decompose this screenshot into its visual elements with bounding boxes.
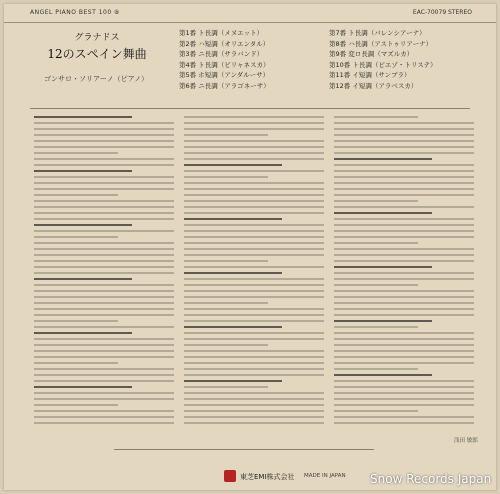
- text-line: [334, 152, 474, 154]
- text-line: [184, 212, 324, 214]
- text-line: [34, 206, 174, 208]
- text-line: [184, 422, 324, 424]
- text-line: [34, 344, 174, 346]
- track-item: 第10番 ト長調（ピエゾ・トリステ）: [329, 60, 437, 69]
- text-line: [34, 176, 174, 178]
- text-line: [184, 392, 324, 394]
- text-line: [334, 422, 474, 424]
- track-item: 第3番 ニ長調（サラバンド）: [179, 50, 264, 58]
- text-line: [334, 386, 474, 388]
- performer-name: ゴンサロ・ソリアーノ（ピアノ）: [44, 75, 149, 83]
- text-line: [184, 116, 324, 118]
- text-line: [184, 158, 324, 160]
- text-line: [334, 116, 418, 118]
- text-line: [184, 260, 268, 262]
- text-line: [184, 308, 324, 310]
- text-line: [184, 356, 324, 358]
- text-line: [184, 362, 324, 364]
- text-line: [184, 398, 324, 400]
- text-line: [34, 218, 174, 220]
- text-line: [184, 170, 324, 172]
- text-line: [184, 284, 324, 286]
- text-line: [34, 296, 174, 298]
- notes-column-3: [334, 116, 474, 436]
- track-item: 第2番 ハ短調（オリエンタル）: [179, 39, 270, 48]
- text-line: [184, 410, 324, 412]
- text-line: [184, 146, 324, 148]
- text-line: [34, 116, 132, 118]
- text-line: [34, 266, 174, 268]
- text-line: [334, 140, 474, 142]
- text-line: [184, 296, 324, 298]
- text-line: [334, 284, 418, 286]
- text-line: [334, 404, 474, 406]
- text-line: [34, 392, 174, 394]
- text-line: [184, 332, 324, 334]
- text-line: [184, 236, 324, 238]
- text-line: [334, 416, 474, 418]
- text-line: [334, 410, 418, 412]
- text-line: [34, 164, 174, 166]
- text-line: [34, 146, 174, 148]
- text-line: [34, 200, 174, 202]
- text-line: [184, 290, 324, 292]
- text-line: [184, 152, 324, 154]
- text-line: [334, 194, 474, 196]
- track-item: 第11番 イ短調（サンブラ）: [329, 71, 411, 79]
- text-line: [34, 374, 174, 376]
- text-line: [334, 242, 418, 244]
- text-line: [334, 164, 474, 166]
- text-line: [34, 350, 174, 352]
- text-line: [34, 326, 174, 328]
- text-line: [334, 272, 474, 274]
- watermark: Snow Records Japan: [370, 472, 492, 486]
- text-line: [184, 182, 324, 184]
- text-line: [34, 362, 118, 364]
- footer-divider: [114, 449, 374, 450]
- text-line: [334, 206, 474, 208]
- text-line: [34, 134, 174, 136]
- text-line: [184, 350, 324, 352]
- track-item: 第5番 ホ短調（アンダルーサ）: [179, 71, 270, 79]
- text-line: [334, 308, 474, 310]
- text-line: [34, 284, 174, 286]
- text-line: [184, 224, 324, 226]
- made-in-label: MADE IN JAPAN: [304, 473, 346, 479]
- text-line: [334, 302, 474, 304]
- text-line: [334, 344, 474, 346]
- track-item: 第9番 変ロ長調（マズルカ）: [329, 50, 414, 58]
- text-line: [334, 260, 474, 262]
- text-line: [34, 254, 174, 256]
- text-line: [184, 326, 282, 328]
- track-item: 第1番 ト長調（メヌエット）: [179, 29, 264, 37]
- text-line: [184, 386, 268, 388]
- text-line: [34, 410, 174, 412]
- text-line: [34, 140, 174, 142]
- text-line: [334, 146, 474, 148]
- composer-name: グラナドス: [74, 33, 120, 43]
- text-line: [34, 416, 174, 418]
- text-line: [184, 374, 324, 376]
- text-line: [184, 122, 324, 124]
- text-line: [34, 320, 118, 322]
- text-line: [34, 122, 174, 124]
- text-line: [34, 212, 174, 214]
- track-item: 第7番 ト長調（バレンシアーナ）: [329, 29, 426, 37]
- text-line: [184, 416, 324, 418]
- text-line: [334, 380, 474, 382]
- notes-author: 浅田 敏郎: [454, 438, 478, 444]
- text-line: [34, 170, 132, 172]
- text-line: [34, 128, 174, 130]
- text-line: [184, 302, 268, 304]
- text-line: [184, 338, 324, 340]
- text-line: [34, 278, 132, 280]
- text-line: [334, 266, 432, 268]
- text-line: [184, 266, 324, 268]
- text-line: [334, 398, 474, 400]
- text-line: [34, 248, 174, 250]
- track-item: 第4番 ト長調（ビリャネスカ）: [179, 60, 270, 69]
- text-line: [334, 236, 474, 238]
- header-bar: [4, 4, 496, 23]
- text-line: [184, 314, 324, 316]
- text-line: [34, 236, 118, 238]
- text-line: [184, 194, 324, 196]
- text-line: [334, 170, 474, 172]
- text-line: [334, 392, 474, 394]
- text-line: [184, 200, 324, 202]
- text-line: [184, 242, 324, 244]
- text-line: [334, 356, 474, 358]
- text-line: [34, 230, 174, 232]
- notes-column-1: [34, 116, 174, 436]
- text-line: [334, 332, 474, 334]
- text-line: [34, 242, 174, 244]
- text-line: [34, 368, 174, 370]
- text-line: [334, 350, 474, 352]
- text-line: [334, 128, 474, 130]
- track-item: 第12番 イ短調（アラベスカ）: [329, 81, 418, 90]
- text-line: [184, 206, 324, 208]
- text-line: [34, 182, 174, 184]
- text-line: [184, 344, 268, 346]
- text-line: [334, 200, 418, 202]
- text-line: [184, 254, 324, 256]
- track-item: 第8番 ハ長調（アストゥリアーナ）: [329, 39, 433, 48]
- album-title: 12のスペイン舞曲: [47, 47, 147, 61]
- text-line: [34, 224, 132, 226]
- text-line: [184, 248, 324, 250]
- series-label: ANGEL PIANO BEST 100 ⑧: [30, 9, 120, 16]
- text-line: [184, 218, 282, 220]
- text-line: [34, 404, 118, 406]
- text-line: [184, 272, 282, 274]
- text-line: [334, 368, 418, 370]
- text-line: [34, 302, 174, 304]
- text-line: [184, 134, 268, 136]
- text-line: [334, 230, 474, 232]
- text-line: [34, 152, 118, 154]
- catalog-number: EAC-70079 STEREO: [412, 9, 472, 16]
- text-line: [334, 212, 432, 214]
- text-line: [34, 398, 174, 400]
- text-line: [34, 272, 174, 274]
- text-line: [184, 320, 324, 322]
- text-line: [334, 254, 474, 256]
- text-line: [34, 260, 174, 262]
- text-line: [184, 128, 324, 130]
- text-line: [334, 224, 474, 226]
- text-line: [334, 326, 418, 328]
- track-item: 第6番 ニ長調（アラゴネーサ）: [179, 81, 270, 90]
- text-line: [34, 158, 174, 160]
- text-line: [334, 218, 474, 220]
- track-list: [179, 28, 479, 88]
- text-line: [184, 164, 282, 166]
- text-line: [334, 314, 474, 316]
- text-line: [334, 122, 474, 124]
- text-line: [334, 134, 474, 136]
- text-line: [34, 194, 118, 196]
- text-line: [34, 308, 174, 310]
- text-line: [184, 404, 324, 406]
- text-line: [334, 374, 432, 376]
- text-line: [34, 386, 132, 388]
- liner-notes-sheet: [4, 4, 496, 490]
- text-line: [334, 320, 432, 322]
- text-line: [334, 158, 432, 160]
- text-line: [34, 332, 132, 334]
- text-line: [184, 188, 324, 190]
- text-line: [334, 188, 474, 190]
- title-block: [22, 28, 172, 66]
- text-line: [34, 290, 174, 292]
- text-line: [334, 248, 474, 250]
- text-line: [334, 176, 474, 178]
- text-line: [334, 296, 474, 298]
- text-line: [34, 356, 174, 358]
- notes-column-2: [184, 116, 324, 436]
- section-divider: [30, 108, 470, 109]
- text-line: [334, 278, 474, 280]
- text-line: [184, 176, 268, 178]
- text-line: [34, 422, 174, 424]
- text-line: [184, 140, 324, 142]
- text-line: [184, 278, 324, 280]
- text-line: [334, 362, 474, 364]
- text-line: [34, 338, 174, 340]
- text-line: [184, 230, 324, 232]
- label-logo-icon: [224, 470, 236, 482]
- text-line: [34, 188, 174, 190]
- text-line: [334, 338, 474, 340]
- text-line: [34, 314, 174, 316]
- company-name: 東芝EMI株式会社: [240, 473, 295, 481]
- text-line: [184, 380, 282, 382]
- text-line: [334, 290, 474, 292]
- track-column-right: [329, 28, 474, 91]
- text-line: [34, 380, 174, 382]
- track-column-left: [179, 28, 324, 91]
- text-line: [184, 368, 324, 370]
- text-line: [334, 182, 474, 184]
